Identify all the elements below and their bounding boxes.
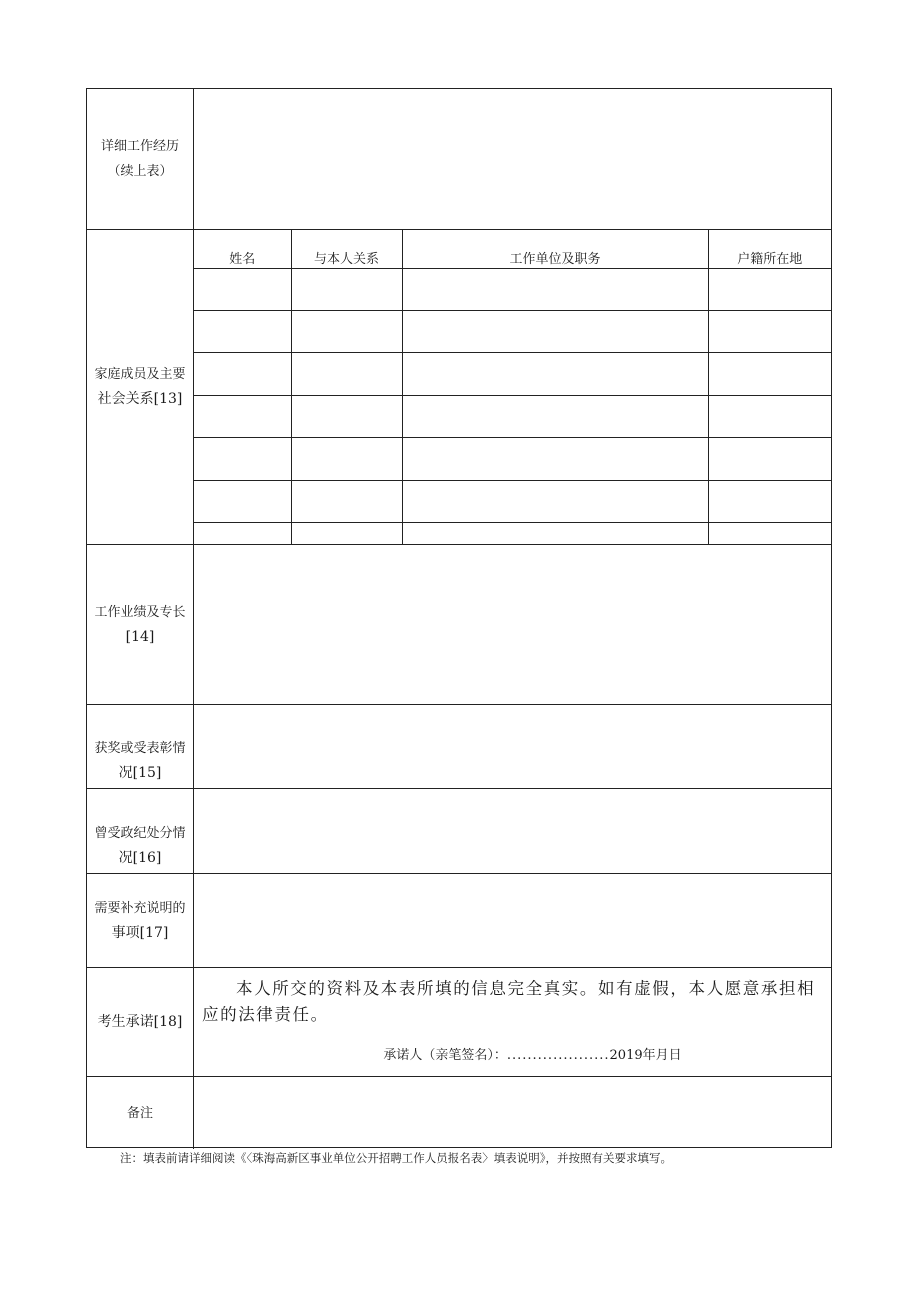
family-table-header: [194, 230, 831, 268]
header-hukou: 户籍所在地: [708, 230, 831, 268]
work-history-row: [87, 89, 831, 229]
cell-name[interactable]: [194, 310, 291, 352]
awards-row: [87, 704, 831, 788]
cell-employer[interactable]: [402, 268, 708, 310]
remarks-field[interactable]: [194, 1077, 831, 1149]
performance-label: [87, 545, 194, 704]
header-employer: 工作单位及职务: [402, 230, 708, 268]
cell-name[interactable]: [194, 523, 291, 544]
awards-label-line1: 获奖或受表彰情: [94, 741, 186, 756]
signer-label: 承诺人（亲笔签名）：: [383, 1048, 507, 1063]
supplement-label-line1: 需要补充说明的: [94, 900, 186, 916]
performance-field[interactable]: [194, 545, 831, 704]
cell-employer[interactable]: [402, 353, 708, 395]
family-label-line1: 家庭成员及主要: [94, 367, 186, 382]
remarks-row: [87, 1076, 831, 1149]
cell-relation[interactable]: [291, 268, 402, 310]
pledge-row: [87, 967, 831, 1076]
cell-hukou[interactable]: [708, 523, 831, 544]
cell-employer[interactable]: [402, 395, 708, 437]
supplement-label: [87, 874, 194, 967]
cell-employer[interactable]: [402, 523, 708, 544]
discipline-label: [87, 789, 194, 873]
table-row: [194, 310, 831, 352]
cell-relation[interactable]: [291, 438, 402, 480]
cell-name[interactable]: [194, 395, 291, 437]
table-row: [194, 353, 831, 395]
discipline-label-line1: 曾受政纪处分情: [94, 826, 186, 841]
performance-row: [87, 544, 831, 704]
discipline-label-line2: 况[16]: [118, 850, 162, 866]
cell-relation[interactable]: [291, 523, 402, 544]
supplement-label-line2: 事项[17]: [111, 924, 169, 941]
cell-hukou[interactable]: [708, 353, 831, 395]
work-history-field[interactable]: [194, 89, 831, 229]
work-history-label-line1: 详细工作经历: [100, 139, 179, 154]
remarks-label-text: 备注: [126, 1105, 153, 1121]
cell-hukou[interactable]: [708, 480, 831, 522]
cell-hukou[interactable]: [708, 395, 831, 437]
pledge-signature-line: [194, 1044, 831, 1063]
cell-name[interactable]: [194, 438, 291, 480]
work-history-label: [87, 89, 194, 229]
header-name: 姓名: [194, 230, 291, 268]
signature-dots[interactable]: ....................: [506, 1048, 610, 1063]
table-row: [194, 438, 831, 480]
pledge-content: [194, 968, 831, 1076]
discipline-field[interactable]: [194, 789, 831, 873]
table-row: [194, 395, 831, 437]
family-row: [87, 229, 831, 544]
pledge-statement: 本人所交的资料及本表所填的信息完全真实。如有虚假，本人愿意承担相应的法律责任。: [202, 979, 816, 1024]
cell-hukou[interactable]: [708, 268, 831, 310]
table-row: [194, 523, 831, 544]
table-row: [194, 268, 831, 310]
family-table: [194, 230, 831, 544]
pledge-date: 2019年月日: [609, 1048, 682, 1063]
pledge-label: [87, 968, 194, 1076]
cell-relation[interactable]: [291, 353, 402, 395]
cell-hukou[interactable]: [708, 310, 831, 352]
cell-relation[interactable]: [291, 480, 402, 522]
cell-employer[interactable]: [402, 438, 708, 480]
pledge-label-text: 考生承诺[18]: [97, 1013, 183, 1030]
supplement-field[interactable]: [194, 874, 831, 967]
cell-name[interactable]: [194, 353, 291, 395]
family-label-line2: 社会关系[13]: [97, 391, 183, 407]
awards-field[interactable]: [194, 705, 831, 788]
awards-label-line2: 况[15]: [118, 765, 162, 781]
performance-label-line1: 工作业绩及专长: [94, 604, 186, 620]
cell-hukou[interactable]: [708, 438, 831, 480]
discipline-row: [87, 788, 831, 873]
cell-employer[interactable]: [402, 480, 708, 522]
cell-name[interactable]: [194, 480, 291, 522]
header-relation: 与本人关系: [291, 230, 402, 268]
awards-label: [87, 705, 194, 788]
supplement-row: [87, 873, 831, 967]
family-table-container: [194, 230, 831, 544]
cell-employer[interactable]: [402, 310, 708, 352]
work-history-label-line2: （续上表）: [107, 164, 173, 179]
performance-label-line2: [14]: [125, 628, 155, 645]
remarks-label: [87, 1077, 194, 1149]
family-label: [87, 230, 194, 544]
cell-name[interactable]: [194, 268, 291, 310]
application-form-table: [86, 88, 832, 1148]
cell-relation[interactable]: [291, 395, 402, 437]
table-row: [194, 480, 831, 522]
footnote: 注：填表前请详细阅读《〈珠海高新区事业单位公开招聘工作人员报名表〉填表说明》，并按照有关要求填写。: [120, 1151, 672, 1165]
cell-relation[interactable]: [291, 310, 402, 352]
